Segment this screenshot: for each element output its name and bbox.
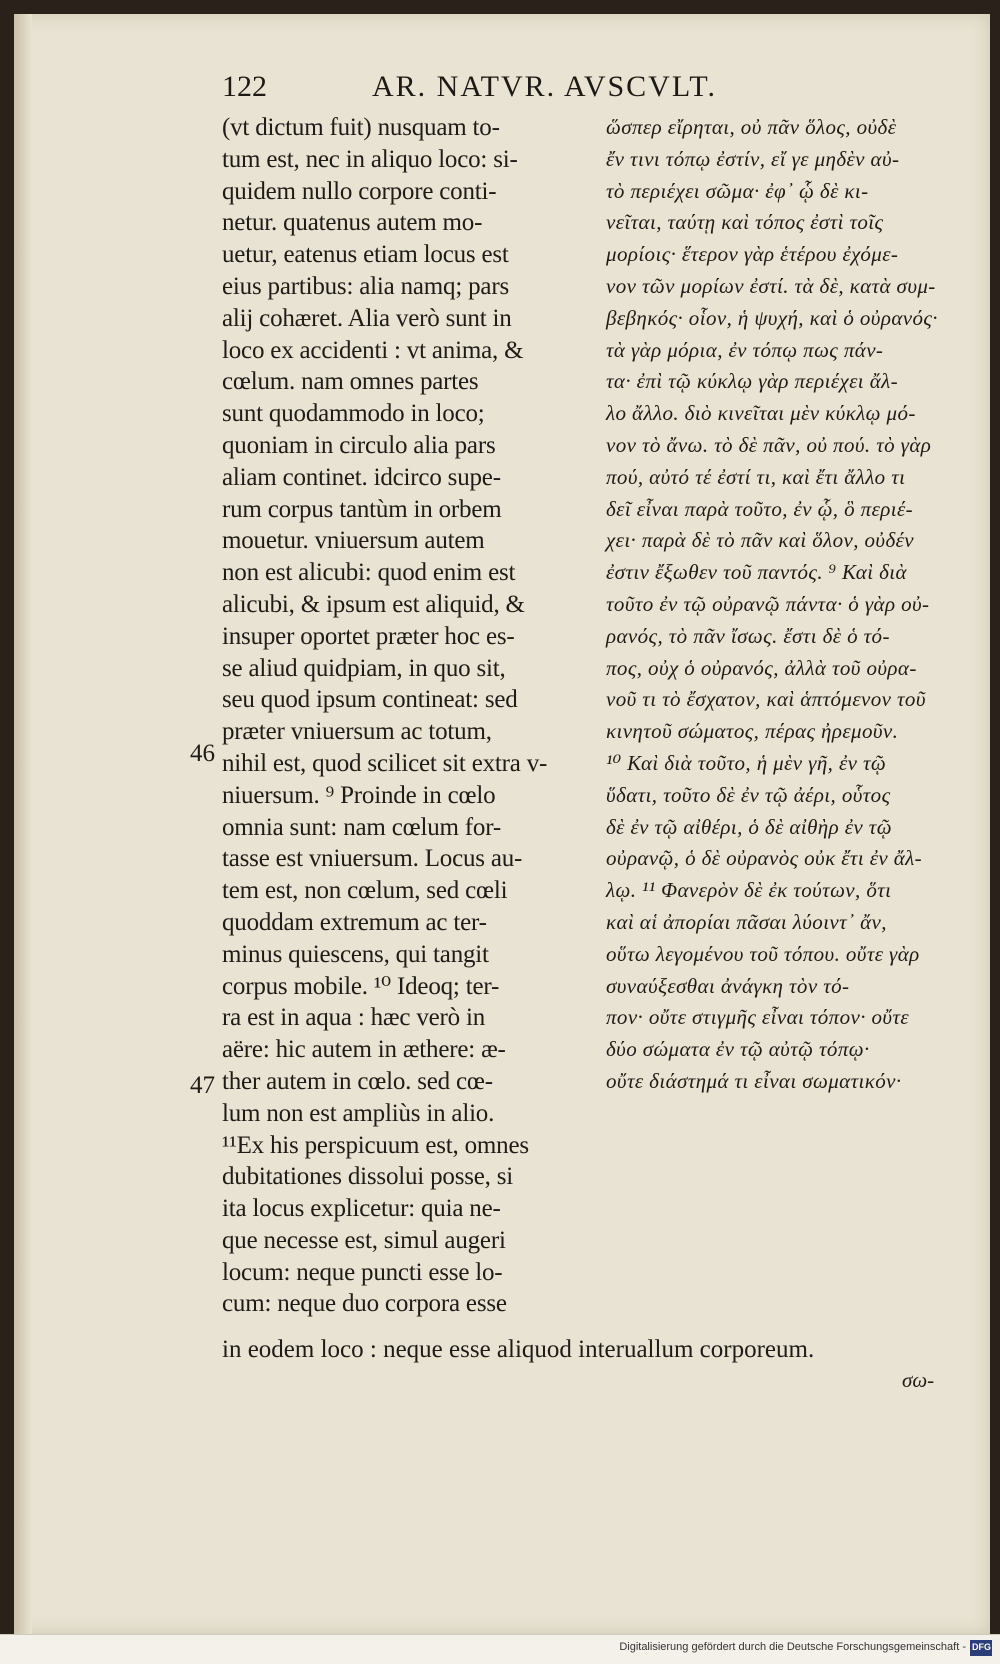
greek-text-line: νον τῶν μορίων ἐστί. τὰ δὲ, κατὰ συμ- bbox=[606, 273, 936, 298]
latin-text-line: loco ex accidenti : vt anima, & bbox=[222, 336, 524, 364]
greek-text-line: λῳ. ¹¹ Φανερὸν δὲ ἐκ τούτων, ὅτι bbox=[606, 878, 892, 903]
greek-text-line: ὕδατι, τοῦτο δὲ ἐν τῷ ἀέρι, οὗτος bbox=[606, 782, 891, 807]
latin-text-line: lum non est ampliùs in alio. bbox=[222, 1099, 495, 1127]
latin-text-line: netur. quatenus autem mo- bbox=[222, 209, 483, 237]
latin-text-line: se aliud quidpiam, in quo sit, bbox=[222, 654, 506, 682]
running-title: AR. NATVR. AVSCVLT. bbox=[372, 70, 718, 103]
greek-text-line: οὕτω λεγομένου τοῦ τόπου. οὔτε γὰρ bbox=[606, 941, 920, 966]
greek-text-line: ὥσπερ εἴρηται, οὐ πᾶν ὅλος, οὐδὲ bbox=[606, 115, 897, 139]
greek-text-line: συναύξεσθαι ἀνάγκη τὸν τό- bbox=[606, 973, 850, 998]
greek-text-line: πος, οὐχ ὁ οὐρανός, ἀλλὰ τοῦ οὐρα- bbox=[606, 655, 917, 680]
latin-text-line: locum: neque puncti esse lo- bbox=[222, 1258, 503, 1286]
latin-text-line: alij cohæret. Alia verò sunt in bbox=[222, 304, 512, 332]
greek-text-line: δεῖ εἶναι παρὰ τοῦτο, ἐν ᾧ, ὃ περιέ- bbox=[606, 496, 914, 521]
greek-text-line: νοῦ τι τὸ ἔσχατον, καὶ ἁπτόμενον τοῦ bbox=[606, 687, 926, 712]
greek-text-line: καὶ αἱ ἀπορίαι πᾶσαι λύοιντ᾽ ἄν, bbox=[606, 909, 887, 934]
latin-text-line: nihil est, quod scilicet sit extra v- bbox=[222, 749, 548, 777]
greek-text-line: νεῖται, ταύτῃ καὶ τόπος ἐστὶ τοῖς bbox=[606, 210, 884, 235]
dfg-logo-text: DFG bbox=[972, 1642, 991, 1652]
greek-text-line: ¹⁰ Καὶ διὰ τοῦτο, ἡ μὲν γῆ, ἐν τῷ bbox=[606, 750, 887, 775]
latin-text-line: (vt dictum fuit) nusquam to- bbox=[222, 114, 500, 141]
greek-text-line: δύο σώματα ἐν τῷ αὐτῷ τόπῳ· bbox=[606, 1037, 870, 1062]
latin-text-line: præter vniuersum ac totum, bbox=[222, 718, 492, 746]
greek-text-line: μορίοις· ἕτερον γὰρ ἑτέρου ἐχόμε- bbox=[606, 242, 899, 267]
latin-text-line: ita locus explicetur: quia ne- bbox=[222, 1195, 501, 1223]
running-header bbox=[222, 70, 922, 106]
latin-text-line: corpus mobile. ¹⁰ Ideoq; ter- bbox=[222, 972, 500, 1000]
latin-text-line: quoniam in circulo alia pars bbox=[222, 431, 496, 459]
dfg-logo-icon bbox=[970, 1640, 992, 1656]
full-width-text-line: in eodem loco : neque esse aliquod interuallum corporeum. bbox=[222, 1336, 815, 1363]
latin-text-line: ra est in aqua : hæc verò in bbox=[222, 1004, 486, 1032]
latin-text-line: alicubi, & ipsum est aliquid, & bbox=[222, 590, 525, 618]
page-number: 122 bbox=[222, 70, 267, 103]
latin-text-line: tum est, nec in aliquo loco: si- bbox=[222, 145, 518, 173]
latin-text-line: omnia sunt: nam cœlum for- bbox=[222, 813, 501, 841]
latin-text-line: minus quiescens, qui tangit bbox=[222, 940, 489, 968]
latin-text-line: cœlum. nam omnes partes bbox=[222, 368, 479, 396]
greek-text-line: ρανός, τὸ πᾶν ἴσως. ἔστι δὲ ὁ τό- bbox=[606, 623, 890, 648]
greek-text-line: τα· ἐπὶ τῷ κύκλῳ γὰρ περιέχει ἄλ- bbox=[606, 369, 899, 394]
latin-text-line: tem est, non cœlum, sed cœli bbox=[222, 877, 508, 905]
latin-text-line: cum: neque duo corpora esse bbox=[222, 1290, 507, 1318]
greek-text-line: τὰ γὰρ μόρια, ἐν τόπῳ πως πάν- bbox=[606, 337, 884, 362]
greek-column bbox=[606, 112, 966, 1098]
latin-text-line: insuper oportet præter hoc es- bbox=[222, 622, 515, 650]
latin-text-line: quidem nullo corpore conti- bbox=[222, 177, 497, 205]
latin-text-line: mouetur. vniuersum autem bbox=[222, 527, 485, 555]
greek-text-line: κινητοῦ σώματος, πέρας ἠρεμοῦν. bbox=[606, 719, 899, 744]
latin-text-line: dubitationes dissolui posse, si bbox=[222, 1163, 514, 1191]
latin-text-line: aëre: hic autem in æthere: æ- bbox=[222, 1036, 506, 1064]
latin-text-line: non est alicubi: quod enim est bbox=[222, 559, 516, 587]
latin-text-line: seu quod ipsum contineat: sed bbox=[222, 686, 518, 714]
latin-text-line: niuersum. ⁹ Proinde in cœlo bbox=[222, 781, 496, 809]
greek-text-line: δὲ ἐν τῷ αἰθέρι, ὁ δὲ αἰθὴρ ἐν τῷ bbox=[606, 814, 892, 839]
greek-text-line: οὐρανῷ, ὁ δὲ οὐρανὸς οὐκ ἔτι ἐν ἄλ- bbox=[606, 846, 923, 871]
greek-text-line: τοῦτο ἐν τῷ οὐρανῷ πάντα· ὁ γὰρ οὐ- bbox=[606, 591, 930, 616]
greek-text-line: οὔτε διάστημά τι εἶναι σωματικόν· bbox=[606, 1068, 902, 1093]
greek-text-line: λο ἄλλο. διὸ κινεῖται μὲν κύκλῳ μό- bbox=[606, 401, 916, 426]
greek-text-line: νον τὸ ἄνω. τὸ δὲ πᾶν, οὐ πού. τὸ γὰρ bbox=[606, 432, 932, 457]
latin-text-line: eius partibus: alia namq; pars bbox=[222, 272, 509, 300]
catchword: σω- bbox=[902, 1368, 935, 1392]
latin-text-line: quoddam extremum ac ter- bbox=[222, 908, 487, 936]
greek-text-line: βεβηκός· οἷον, ἡ ψυχή, καὶ ὁ οὐρανός· bbox=[606, 305, 938, 330]
digitization-footer bbox=[0, 1634, 1000, 1664]
greek-text-line: χει· παρὰ δὲ τὸ πᾶν καὶ ὅλον, οὐδέν bbox=[606, 528, 915, 553]
latin-text-line: aliam continet. idcirco supe- bbox=[222, 463, 501, 491]
latin-column bbox=[222, 112, 584, 1320]
greek-text-line: τὸ περιέχει σῶμα· ἐφ᾽ ᾧ δὲ κι- bbox=[606, 178, 869, 203]
latin-text-line: rum corpus tantùm in orbem bbox=[222, 495, 502, 523]
greek-text-line: ἐστιν ἔξωθεν τοῦ παντός. ⁹ Καὶ διὰ bbox=[606, 560, 907, 585]
greek-text-line: πον· οὔτε στιγμῆς εἶναι τόπον· οὔτε bbox=[606, 1005, 910, 1030]
page-gutter-shadow bbox=[14, 14, 32, 1634]
funding-credit: Digitalisierung gefördert durch die Deutsche Forschungsgemeinschaft - bbox=[619, 1641, 966, 1653]
latin-text-line: sunt quodammodo in loco; bbox=[222, 400, 485, 428]
greek-text-line: πού, αὐτό τέ ἐστί τι, καὶ ἔτι ἄλλο τι bbox=[606, 464, 906, 489]
latin-text-line: que necesse est, simul augeri bbox=[222, 1226, 506, 1254]
margin-section-number: 46 bbox=[190, 740, 215, 767]
greek-text-line: ἔν τινι τόπῳ ἐστίν, εἴ γε μηδὲν αὐ- bbox=[606, 146, 900, 171]
latin-text-line: ther autem in cœlo. sed cœ- bbox=[222, 1067, 493, 1095]
latin-text-line: uetur, eatenus etiam locus est bbox=[222, 241, 509, 269]
margin-section-number: 47 bbox=[190, 1072, 215, 1099]
latin-text-line: ¹¹Ex his perspicuum est, omnes bbox=[222, 1131, 529, 1159]
latin-text-line: tasse est vniuersum. Locus au- bbox=[222, 845, 523, 873]
